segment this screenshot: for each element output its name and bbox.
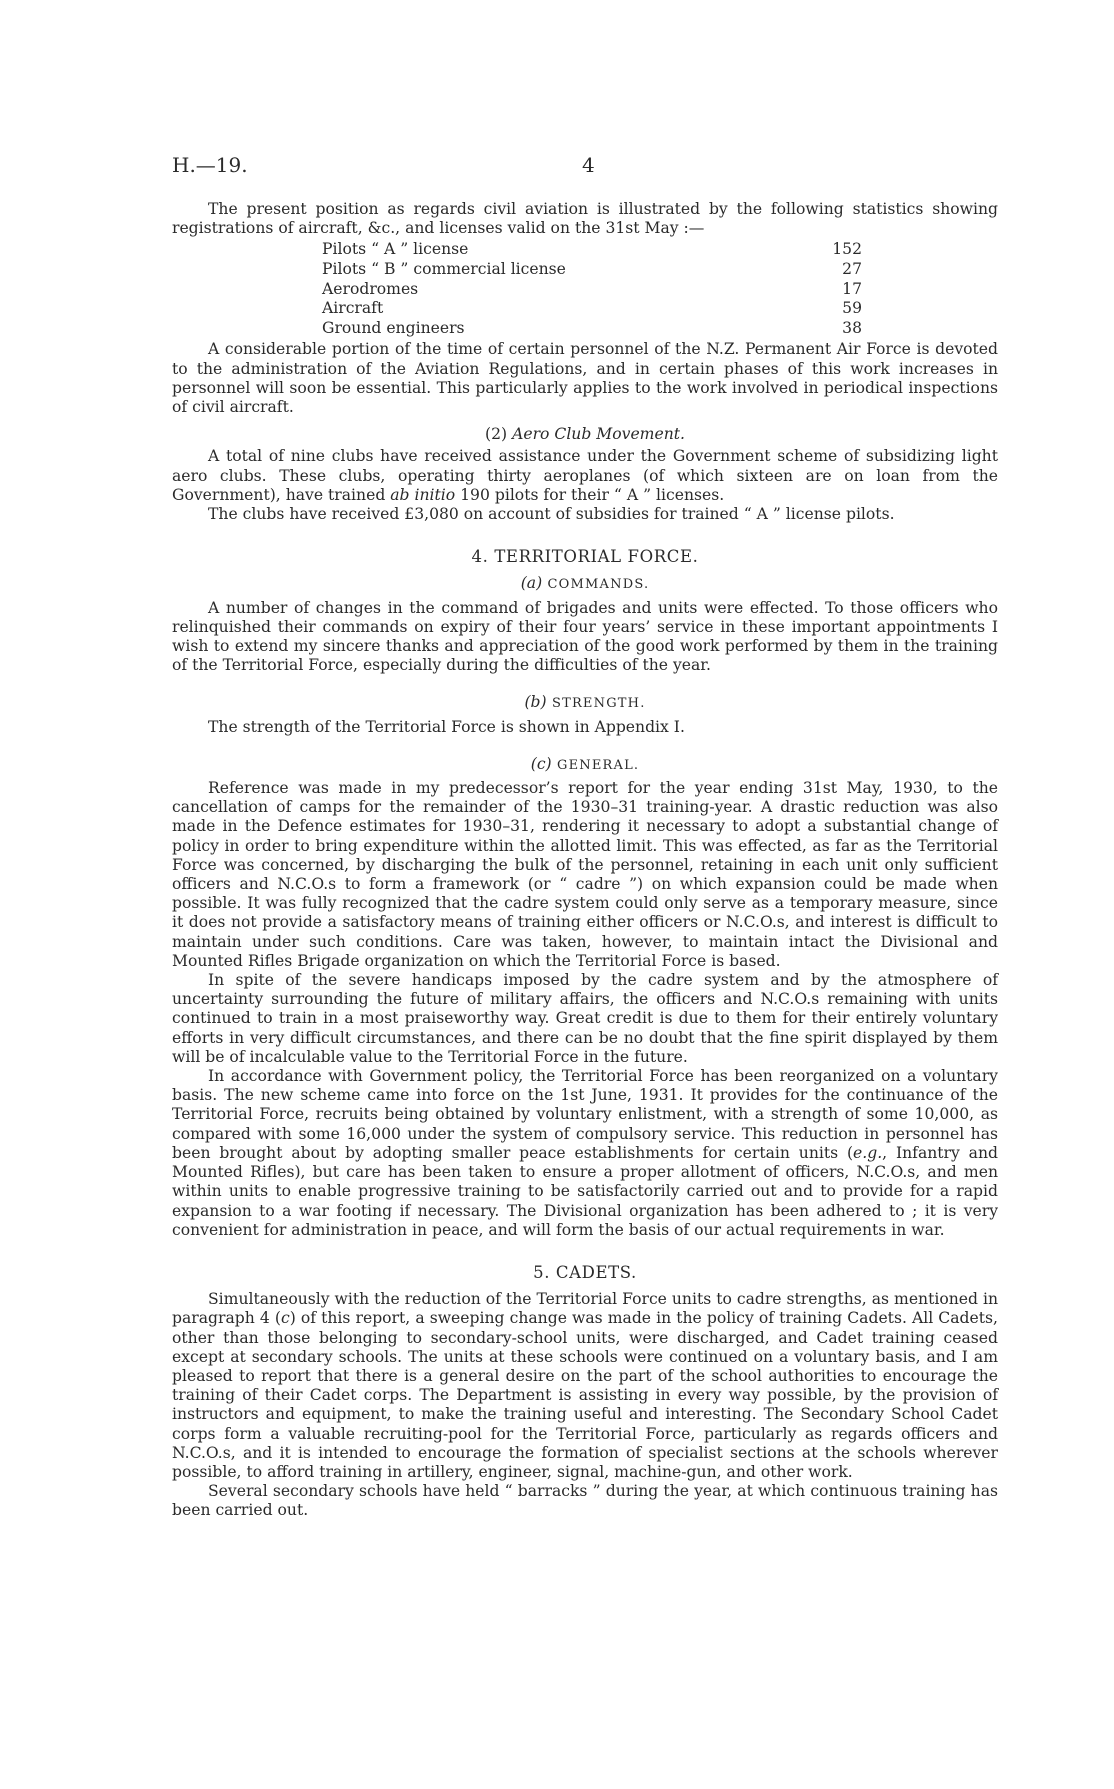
strength-heading	[172, 693, 998, 713]
page-number: 4	[582, 153, 595, 177]
statistic-value: 152	[832, 240, 862, 259]
aero-club-title: Aero Club Movement.	[512, 425, 685, 444]
commands-heading	[172, 574, 998, 594]
statistics-row	[322, 299, 862, 319]
statistics-row	[322, 240, 862, 260]
general-heading	[172, 755, 998, 775]
statistic-label: Pilots “ A ” license	[322, 240, 469, 259]
personnel-paragraph: A considerable portion of the time of certain personnel of the N.Z. Permanent Air Force is devoted to the administration of the Aviation Regulations, and in certain phases of this work increases in personnel will soon be essential. This particularly applies to the work involved in periodical inspections of civil aircraft.	[172, 340, 998, 416]
text-run: 190 pilots for their “ A ” licenses.	[455, 485, 725, 504]
cadets-paragraph-2: Several secondary schools have held “ barracks ” during the year, at which continuous training has been carried out.	[172, 1482, 998, 1520]
general-paragraph-3	[172, 1067, 998, 1240]
cadets-paragraph-1	[172, 1290, 998, 1482]
statistics-rows	[322, 240, 862, 338]
strength-letter: (b)	[524, 693, 547, 712]
statistic-value: 59	[842, 299, 862, 318]
italic-text-run: c	[280, 1309, 290, 1328]
civil-aviation-statistics-table	[322, 240, 862, 338]
text-run: A total of nine clubs have received assistance under the Government scheme of subsidizing light aero clubs. These clubs, operating thirty aeroplanes (of which sixteen are on loan from the Government), have trained	[172, 447, 998, 504]
text-run: Simultaneously with the reduction of the Territorial Force units to cadre strengths, as mentioned in paragraph 4 (	[172, 1290, 998, 1328]
aero-club-heading	[172, 425, 998, 444]
aero-club-paragraph-1	[172, 447, 998, 505]
commands-paragraph: A number of changes in the command of brigades and units were effected. To those officers who relinquished their commands on expiry of their four years’ service in these important appointments I wish to extend my sincere thanks and appreciation of the good work performed by them in the training of the Territorial Force, especially during the difficulties of the year.	[172, 598, 998, 675]
aero-club-paragraph-2: The clubs have received £3,080 on account of subsidies for trained “ A ” license pilots.	[208, 505, 895, 523]
statistic-value: 27	[842, 260, 862, 278]
general-title: GENERAL.	[556, 757, 640, 773]
statistic-label: Ground engineers	[322, 318, 465, 337]
statistics-row	[322, 260, 862, 280]
page-body	[172, 200, 998, 1521]
commands-title: COMMANDS.	[547, 577, 650, 593]
text-run: , Infantry and Mounted Rifles), but care has been taken to ensure a proper allotment of officers, N.C.O.s, and men within units to enable progressive training to be satisfactorily carried out and to provide for a rapid expansion to a war footing if necessary. The Divisional organization has been adhered to ; it is very convenient for administration in peace, and will form the basis of our actual requirements in war.	[172, 1143, 998, 1239]
strength-title: STRENGTH.	[551, 696, 646, 712]
statistic-label: Aerodromes	[322, 279, 419, 298]
spacer	[172, 737, 998, 749]
general-paragraph-1: Reference was made in my predecessor’s report for the year ending 31st May, 1930, to the cancellation of camps for the remainder of the 1930–31 training-year. A drastic reduction was also made in the Defence estimates for 1930–31, rendering it necessary to adopt a substantial change of policy in order to bring expenditure within the allotted limit. This was effected, as far as the Territorial Force was concerned, by discharging the bulk of the personnel, retaining in each unit only sufficient officers and N.C.O.s to form a framework (or “ cadre ”) on which expansion could be made when possible. It was fully recognized that the cadre system could only serve as a temporary measure, since it does not provide a satisfactory means of training either officers or N.C.O.s, and interest is difficult to maintain under such conditions. Care was taken, however, to maintain intact the Divisional and Mounted Rifles Brigade organization on which the Territorial Force is based.	[172, 779, 998, 970]
text-run: In accordance with Government policy, the Territorial Force has been reorganized on a voluntary basis. The new scheme came into force on the 1st June, 1931. It provides for the continuance of the Territorial Force, recruits being obtained by voluntary enlistment, with a strength of some 10,000, as compared with some 16,000 under the system of compulsory service. This reduction in personnel has been brought about by adopting smaller peace establishments for certain units (	[172, 1067, 998, 1162]
civil-aviation-intro: The present position as regards civil aviation is illustrated by the following statistics showing registrations of aircraft, &c., and licenses valid on the 31st May :—	[172, 200, 998, 238]
commands-letter: (a)	[520, 574, 543, 593]
document-reference: H.—19.	[172, 153, 248, 177]
territorial-force-heading: 4. TERRITORIAL FORCE.	[471, 547, 699, 567]
general-paragraph-2: In spite of the severe handicaps imposed by the cadre system and by the atmosphere of uncertainty surrounding the future of military affairs, the officers and N.C.O.s remaining with units continued to train in a most praiseworthy way. Great credit is due to them for their entirely voluntary efforts in very difficult circumstances, and there can be no doubt that the fine spirit displayed by them will be of incalculable value to the Territorial Force in the future.	[172, 971, 998, 1066]
spacer	[172, 675, 998, 687]
statistic-value: 38	[842, 318, 862, 337]
italic-text-run: e.g.	[853, 1143, 883, 1162]
statistics-row	[322, 280, 862, 300]
statistics-row	[322, 319, 862, 339]
general-letter: (c)	[530, 754, 552, 773]
statistic-label: Pilots “ B ” commercial license	[322, 260, 566, 278]
text-run: ) of this report, a sweeping change was made in the policy of training Cadets. All Cadets, other than those belonging to secondary-school units, were discharged, and Cadet training ceased except at secondary schools. The units at these schools were continued on a voluntary basis, and I am pleased to report that there is a general desire on the part of the school authorities to encourage the training of their Cadet corps. The Department is assisting in every way possible, by the provision of instructors and equipment, to make the training useful and interesting. The Secondary School Cadet corps form a valuable recruiting-pool for the Territorial Force, particularly as regards officers and N.C.O.s, and it is intended to encourage the formation of specialist sections at the schools wherever possible, to afford training in artillery, engineer, signal, machine-gun, and other work.	[172, 1309, 998, 1481]
cadets-heading: 5. CADETS.	[533, 1262, 637, 1282]
page-header	[172, 153, 992, 179]
aero-club-number: (2)	[485, 425, 508, 444]
statistic-value: 17	[842, 279, 862, 298]
statistic-label: Aircraft	[322, 299, 384, 318]
strength-paragraph: The strength of the Territorial Force is shown in Appendix I.	[208, 717, 685, 736]
italic-text-run: ab initio	[390, 485, 456, 504]
